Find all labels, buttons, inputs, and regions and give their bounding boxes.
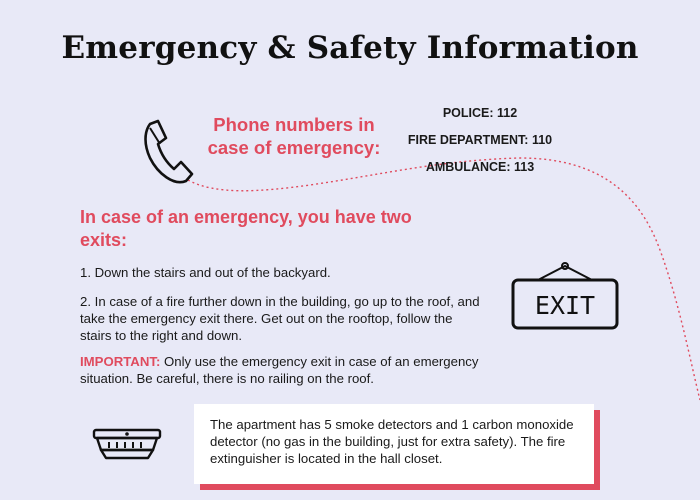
phone-numbers-heading [198,113,390,159]
exit-sign-icon [510,258,620,332]
phone-icon [140,118,194,186]
detector-info-box [194,404,594,484]
fire-department-number: FIRE DEPARTMENT: 110 [407,133,553,147]
emergency-numbers-list [396,100,564,181]
phone-heading-line2: case of emergency: [207,137,381,158]
exit-step-1: 1. Down the stairs and out of the backyard. [80,265,331,280]
phone-heading-line1: Phone numbers in [213,114,375,135]
exits-heading [80,206,480,252]
important-label: IMPORTANT: [80,354,161,369]
ambulance-number: AMBULANCE: 113 [425,160,535,174]
exits-heading-line1: In case of an emergency, you have two [80,207,412,227]
exits-heading-line2: exits: [80,230,128,250]
exit-step-2: 2. In case of a fire further down in the building, go up to the roof, and take the emergency exit there. Get out on the rooftop, follow the stairs to the right and down. [80,294,480,343]
important-text: Only use the emergency exit in case of an emergency situation. Be careful, there is no railing on the roof. [80,354,479,386]
important-note [80,353,480,387]
detector-info-text: The apartment has 5 smoke detectors and 1 carbon monoxide detector (no gas in the building, just for extra safety). The fire extinguisher is located in the hall closet. [210,417,574,466]
page-title: Emergency & Safety Information [61,30,639,66]
police-number: POLICE: 112 [442,106,518,120]
exit-sign-label: EXIT [534,291,596,320]
smoke-detector-icon [92,426,162,462]
